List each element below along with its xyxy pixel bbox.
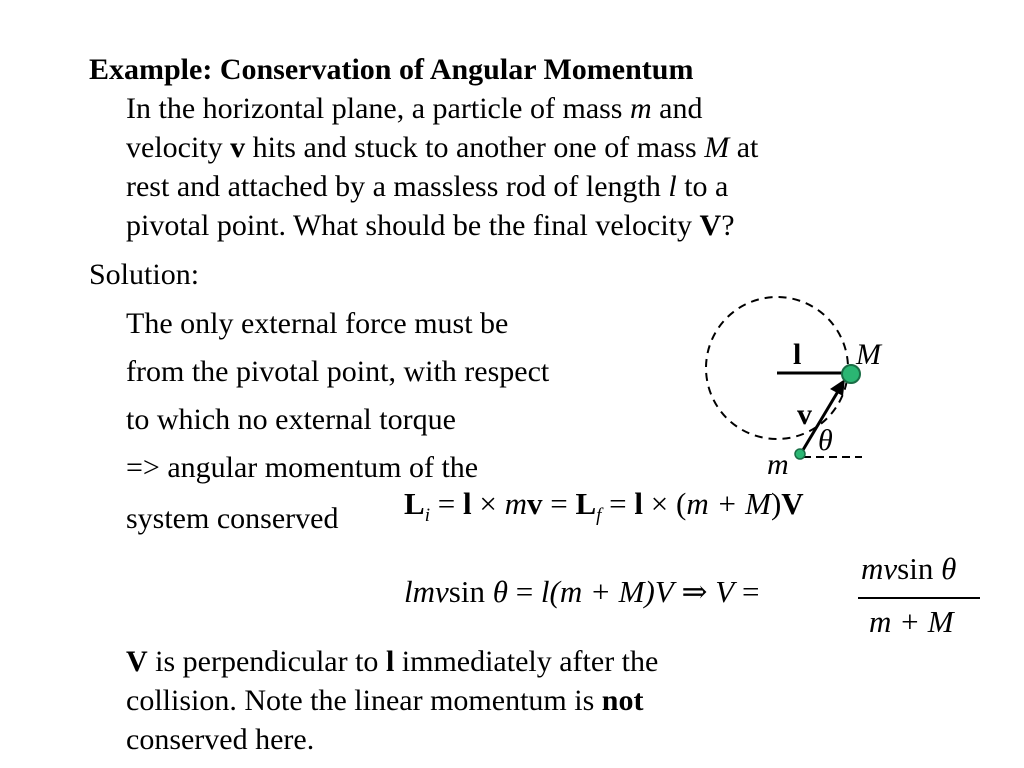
fraction-bar xyxy=(858,597,980,599)
mass-m-label: m xyxy=(767,448,789,481)
mass-m-dot xyxy=(795,449,805,459)
problem-line-3: rest and attached by a massless rod of length l to a xyxy=(126,170,729,203)
solution-line-4: => angular momentum of the xyxy=(126,451,479,484)
conclusion-line-2: collision. Note the linear momentum is not xyxy=(126,684,644,717)
conclusion-line-3: conserved here. xyxy=(126,723,315,756)
velocity-derivation-equation: lmvsin θ = l(m + M)V ⇒ V = xyxy=(404,574,760,609)
orbit-circle xyxy=(706,297,848,439)
solution-label: Solution: xyxy=(89,258,200,291)
mass-M-label: M xyxy=(856,338,881,371)
fraction-denominator: m + M xyxy=(869,604,954,639)
velocity-label: v xyxy=(797,398,812,431)
fraction-numerator: mvsin θ xyxy=(861,551,957,586)
solution-line-3: to which no external torque xyxy=(126,403,456,436)
solution-line-1: The only external force must be xyxy=(126,307,509,340)
angle-label: θ xyxy=(818,424,833,457)
solution-line-5: system conserved xyxy=(126,502,339,535)
slide-title: Example: Conservation of Angular Momentum xyxy=(89,53,694,86)
rod-label: l xyxy=(793,338,802,371)
solution-line-2: from the pivotal point, with respect xyxy=(126,355,550,388)
angular-momentum-equation: $L_i = l$ × mv = $L_f = l \times (m + M)V$ xyxy=(404,486,804,526)
problem-line-1: In the horizontal plane, a particle of mass m and xyxy=(126,92,703,125)
conclusion-line-1: V is perpendicular to l immediately after the xyxy=(126,645,659,678)
problem-line-2: velocity v hits and stuck to another one of mass M at xyxy=(126,131,759,164)
problem-line-4: pivotal point. What should be the final velocity V? xyxy=(126,209,735,242)
